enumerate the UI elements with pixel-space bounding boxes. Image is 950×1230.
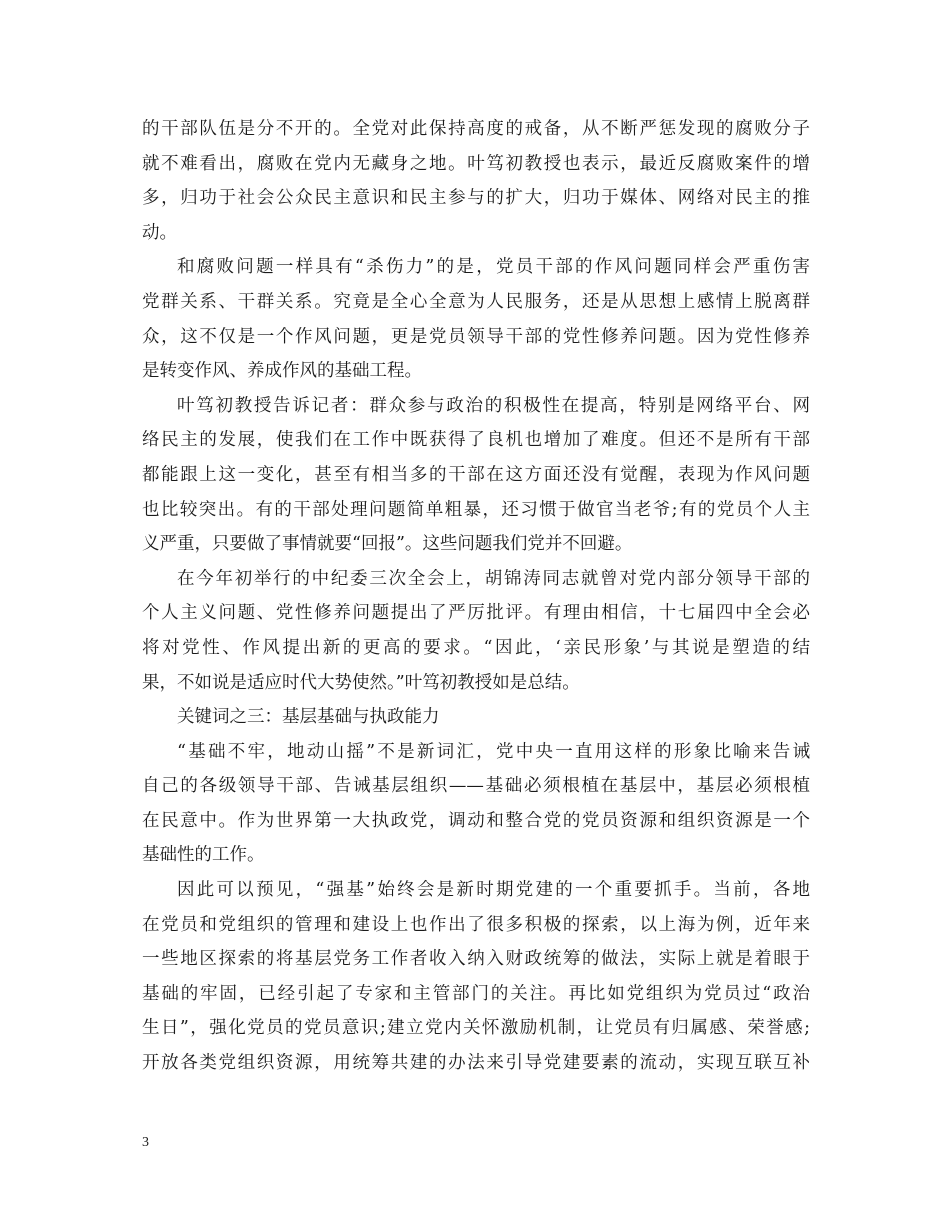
paragraph-first-line: 在今年初举行的中纪委三次全会上，胡锦涛同志就曾对党内部分领导干部的: [177, 568, 810, 589]
text-line: 自己的各级领导干部、告诫基层组织——基础必须根植在基层中，基层必须根植: [142, 776, 810, 797]
paragraph-first-line: 因此可以预见，“强基”始终会是新时期党建的一个重要抓手。当前，各地: [177, 880, 810, 901]
paragraph-first-line: 叶笃初教授告诉记者：群众参与政治的积极性在提高，特别是网络平台、网: [177, 395, 810, 416]
text-line: 开放各类党组织资源，用统筹共建的办法来引导党建要素的流动，实现互联互补: [142, 1053, 810, 1074]
text-line: 也比较突出。有的干部处理问题简单粗暴，还习惯于做官当老爷;有的党员个人主: [142, 499, 810, 520]
text-line: 果，不如说是适应时代大势使然。”叶笃初教授如是总结。: [142, 672, 580, 693]
section-heading: 关键词之三：基层基础与执政能力: [177, 707, 440, 728]
text-line: 动。: [142, 222, 177, 243]
paragraph-first-line: 和腐败问题一样具有“杀伤力”的是，党员干部的作风问题同样会严重伤害: [177, 257, 810, 278]
page-number: 3: [142, 1135, 149, 1150]
text-line: 众，这不仅是一个作风问题，更是党员领导干部的党性修养问题。因为党性修养: [142, 326, 810, 347]
text-line: 都能跟上这一变化，甚至有相当多的干部在这方面还没有觉醒，表现为作风问题: [142, 464, 810, 485]
document-body: [142, 112, 810, 1081]
text-line: 络民主的发展，使我们在工作中既获得了良机也增加了难度。但还不是所有干部: [142, 430, 810, 451]
text-line: 在党员和党组织的管理和建设上也作出了很多积极的探索，以上海为例，近年来: [142, 914, 810, 935]
text-line: 基础性的工作。: [142, 845, 265, 866]
text-line: 个人主义问题、党性修养问题提出了严厉批评。有理由相信，十七届四中全会必: [142, 603, 810, 624]
text-line: 是转变作风、养成作风的基础工程。: [142, 361, 422, 382]
text-line: 在民意中。作为世界第一大执政党，调动和整合党的党员资源和组织资源是一个: [142, 810, 810, 831]
text-line: 一些地区探索的将基层党务工作者收入纳入财政统筹的做法，实际上就是着眼于: [142, 949, 810, 970]
text-line: 多，归功于社会公众民主意识和民主参与的扩大，归功于媒体、网络对民主的推: [142, 188, 810, 209]
text-line: 党群关系、干群关系。究竟是全心全意为人民服务，还是从思想上感情上脱离群: [142, 291, 810, 312]
text-line: 将对党性、作风提出新的更高的要求。“因此，‘亲民形象’与其说是塑造的结: [142, 637, 810, 658]
paragraph-first-line: “基础不牢，地动山摇”不是新词汇，党中央一直用这样的形象比喻来告诫: [177, 741, 810, 762]
text-line: 生日”，强化党员的党员意识;建立党内关怀激励机制，让党员有归属感、荣誉感;: [142, 1018, 810, 1039]
text-line: 就不难看出，腐败在党内无藏身之地。叶笃初教授也表示，最近反腐败案件的增: [142, 153, 810, 174]
text-line: 基础的牢固，已经引起了专家和主管部门的关注。再比如党组织为党员过“政治: [142, 983, 810, 1004]
text-line: 义严重，只要做了事情就要“回报”。这些问题我们党并不回避。: [142, 534, 633, 555]
text-line: 的干部队伍是分不开的。全党对此保持高度的戒备，从不断严惩发现的腐败分子: [142, 119, 810, 139]
